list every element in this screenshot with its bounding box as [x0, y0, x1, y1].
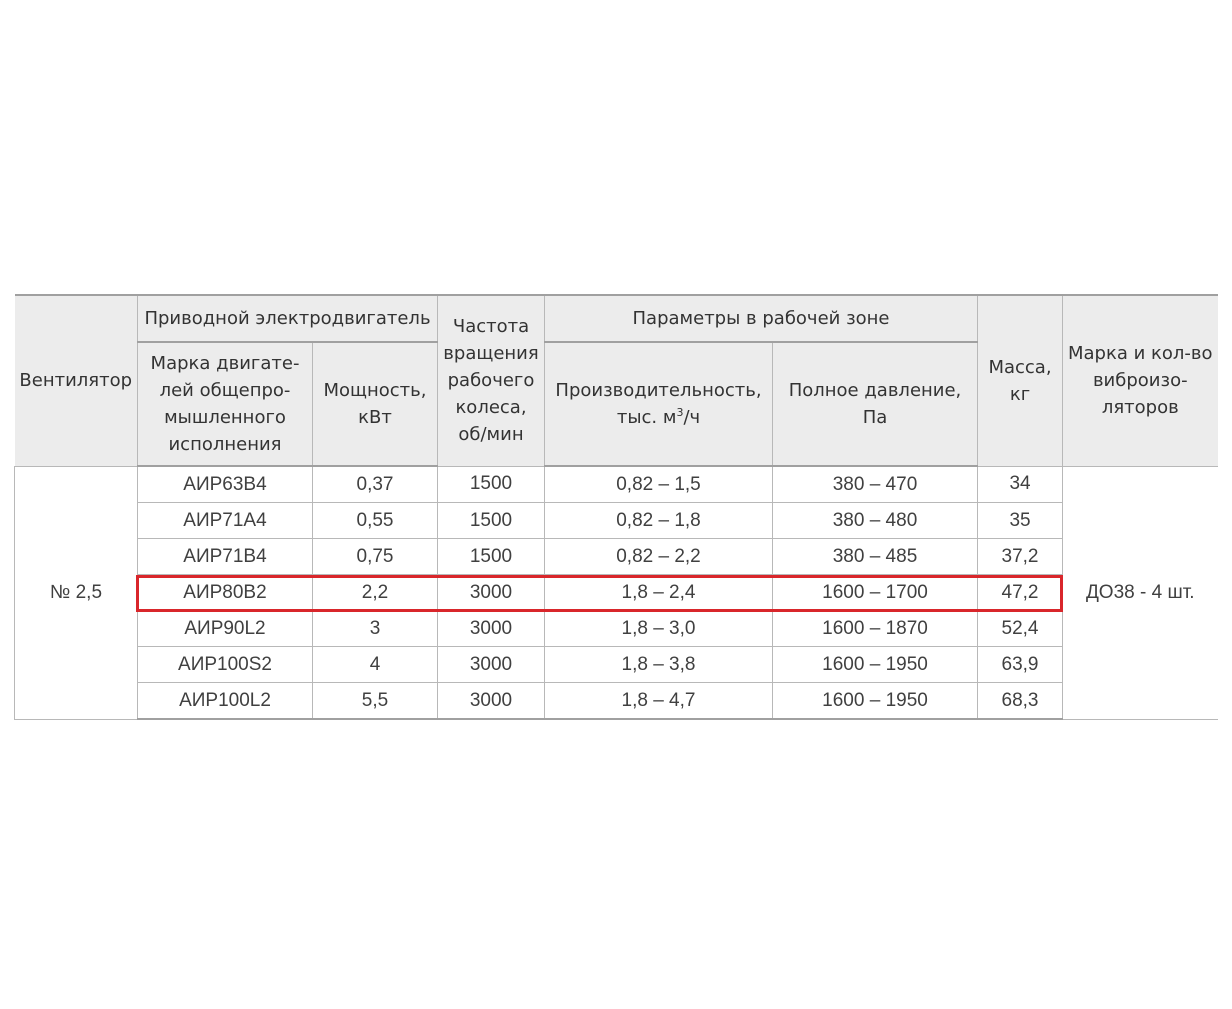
table-row: [15, 503, 1218, 539]
pressure-cell: 1600 – 1950: [773, 683, 978, 720]
mass-cell: 68,3: [978, 683, 1063, 720]
vibro-value-cell: ДО38 - 4 шт.: [1063, 466, 1218, 719]
table-row: [15, 466, 1218, 503]
speed-cell: 1500: [438, 539, 545, 575]
power-cell: 0,37: [313, 466, 438, 503]
pressure-cell: 380 – 470: [773, 466, 978, 503]
header-work-params: Параметры в рабочей зоне: [545, 295, 978, 342]
motor-cell: АИР90L2: [138, 611, 313, 647]
power-cell: 0,75: [313, 539, 438, 575]
table-row: [15, 539, 1218, 575]
header-mass: Масса, кг: [978, 295, 1063, 466]
capacity-cell: 1,8 – 3,0: [545, 611, 773, 647]
header-capacity-line2-post: /ч: [683, 407, 701, 428]
header-power: Мощность, кВт: [313, 342, 438, 466]
mass-cell: 34: [978, 466, 1063, 503]
speed-cell: 3000: [438, 647, 545, 683]
motor-cell: АИР63В4: [138, 466, 313, 503]
motor-cell: АИР71А4: [138, 503, 313, 539]
table-row: [15, 683, 1218, 720]
header-motor-brand: Марка двигате-лей общепро-мышленного исполнения: [138, 342, 313, 466]
table-row: [15, 611, 1218, 647]
power-cell: 3: [313, 611, 438, 647]
header-capacity-sup: 3: [676, 406, 684, 419]
capacity-cell: 0,82 – 2,2: [545, 539, 773, 575]
power-cell: 5,5: [313, 683, 438, 720]
power-cell: 0,55: [313, 503, 438, 539]
motor-cell: АИР71В4: [138, 539, 313, 575]
pressure-cell: 1600 – 1700: [773, 575, 978, 611]
speed-cell: 1500: [438, 466, 545, 503]
power-cell: 4: [313, 647, 438, 683]
header-speed: Частота вращения рабочего колеса, об/мин: [438, 295, 545, 466]
mass-cell: 37,2: [978, 539, 1063, 575]
mass-cell: 63,9: [978, 647, 1063, 683]
motor-cell: АИР80В2: [138, 575, 313, 611]
mass-cell: 35: [978, 503, 1063, 539]
speed-cell: 3000: [438, 683, 545, 720]
table-row: [15, 647, 1218, 683]
mass-cell: 52,4: [978, 611, 1063, 647]
pressure-cell: 1600 – 1870: [773, 611, 978, 647]
pressure-cell: 1600 – 1950: [773, 647, 978, 683]
speed-cell: 1500: [438, 503, 545, 539]
pressure-cell: 380 – 480: [773, 503, 978, 539]
pressure-cell: 380 – 485: [773, 539, 978, 575]
motor-cell: АИР100L2: [138, 683, 313, 720]
capacity-cell: 1,8 – 3,8: [545, 647, 773, 683]
header-capacity-line2-pre: тыс. м: [616, 407, 677, 428]
header-pressure: Полное давление, Па: [773, 342, 978, 466]
power-cell: 2,2: [313, 575, 438, 611]
header-capacity: [545, 342, 773, 466]
capacity-cell: 1,8 – 4,7: [545, 683, 773, 720]
capacity-cell: 0,82 – 1,8: [545, 503, 773, 539]
mass-cell: 47,2: [978, 575, 1063, 611]
header-motor-group: Приводной электродвигатель: [138, 295, 438, 342]
capacity-cell: 1,8 – 2,4: [545, 575, 773, 611]
table-row-highlighted: [15, 575, 1218, 611]
speed-cell: 3000: [438, 575, 545, 611]
capacity-cell: 0,82 – 1,5: [545, 466, 773, 503]
header-fan: Вентилятор: [15, 295, 138, 466]
header-vibro: Марка и кол-во виброизо-ляторов: [1063, 295, 1218, 466]
fan-value-cell: № 2,5: [15, 466, 138, 719]
fan-spec-table: [14, 294, 1218, 720]
speed-cell: 3000: [438, 611, 545, 647]
header-capacity-line1: Производительность,: [555, 380, 762, 401]
motor-cell: АИР100S2: [138, 647, 313, 683]
